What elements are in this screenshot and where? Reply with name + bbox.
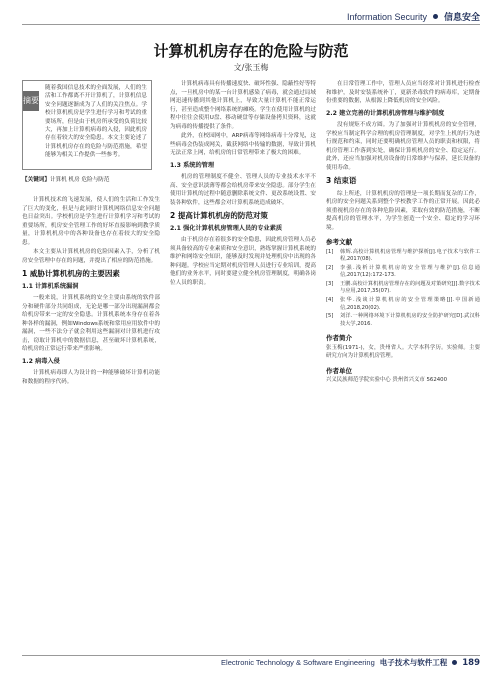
abstract-text: 随着我国信息技术的全面发展，人们的生活和工作都离不开计算机了，计算机信息安全问题逐渐成为了人们的关注焦点。学校计算机机房是学生进行学习和考试的重要场所，但是由于机房所承受的负荷比较大，再加上计算机病毒的入侵，因此机房存在着较大的安全隐患。本文主要论述了计算机机房存在的危险与防范措施，希望能够为相关工作提供一些参考。 <box>45 85 147 159</box>
reference-text: 王鹏.高校计算机机房管理存在的问题及对策研究[J].数字技术与应用,2017,35(07). <box>340 280 480 295</box>
paragraph: 在日常管理工作中，管理人员应当经常对计算机进行检查和维护，及时安装系统补丁，更新杀毒软件的病毒库，定期备份重要的数据，从根源上降低机房的安全风险。 <box>326 81 480 104</box>
bullet-dot-icon <box>433 14 438 19</box>
abstract-tag: 摘要 <box>23 91 39 111</box>
column-3 <box>326 80 480 385</box>
paragraph: 机房的管理制度不健全、管理人员的专业技术水平不高、安全意识淡薄等都会给机房带来安全隐患。部分学生在使用计算机的过程中随意删除系统文件、更改系统设置、安装各种软件，这些都会对计算机系统造成破坏。 <box>170 174 316 206</box>
reference-number: [3] <box>326 280 334 287</box>
abstract-box <box>22 80 152 170</box>
running-footer <box>221 657 480 668</box>
header-en: Information Security <box>346 11 427 22</box>
reference-item <box>326 265 480 280</box>
reference-number: [4] <box>326 297 334 304</box>
author-unit-heading: 作者单位 <box>326 366 352 375</box>
paragraph: 计算机技术的飞速发展，使人们的生活和工作发生了巨大的变化，但是与此同时计算机网络信息安全问题也日益突出。学校机房是学生进行计算机学习和考试的重要场所，机房安全管理工作的好坏直接影响到教学质量，计算机机房中的各种设备也存在着较大的安全隐患。 <box>22 197 160 246</box>
section-heading: 1 威胁计算机机房的主要因素 <box>22 269 120 278</box>
footer-cn: 电子技术与软件工程 <box>379 658 448 667</box>
reference-item <box>326 297 480 312</box>
bullet-dot-icon <box>452 660 457 665</box>
reference-text: 刘洋.一种网络环境下计算机机房的安全防护研究[D].武汉科技大学,2016. <box>340 313 480 327</box>
subsection-heading: 1.1 计算机系统漏洞 <box>22 282 79 290</box>
subsection-heading: 2.2 建立完善的计算机机房管理与维护制度 <box>326 109 445 117</box>
section-heading: 3 结束语 <box>326 176 357 185</box>
paragraph: 此外，在校园网中，ARP病毒等网络病毒十分常见，这些病毒会伪装成网关，截获网络中传输的数据，导致计算机无法正常上网，给机房的日常管理带来了极大的困难。 <box>170 133 316 156</box>
author-unit: 兴义民族师范学院实验中心 贵州省兴义市 562400 <box>326 377 448 384</box>
references-list <box>326 249 480 329</box>
keywords-text: 计算机 机房 危险与防范 <box>49 177 110 183</box>
reference-item <box>326 313 480 328</box>
reference-text: 韩辉.高校计算机机房管理与维护探析[J].电子技术与软件工程,2017(08). <box>340 248 480 263</box>
subsection-heading: 1.2 病毒入侵 <box>22 357 60 365</box>
keywords <box>22 176 156 184</box>
paragraph: 计算机病毒即人为设计的一种能够破坏计算机功能和数据的程序代码。 <box>22 370 160 385</box>
header-rule <box>22 24 480 25</box>
subsection-heading: 2.1 强化计算机机房管理人员的专业素质 <box>170 224 283 232</box>
paragraph: 一般来说，计算机系统的安全主要由系统的软件部分和硬件部分共同组成，无论是哪一部分出现漏洞都会给机房带来一定的安全隐患。计算机系统本身存在着各种各样的漏洞，例如Windows系统和常用应用软件中的漏洞，一些不法分子就会利用这些漏洞对计算机进行攻击，窃取计算机中的数据信息，甚至破坏计算机系统，给机房的正常运行带来严重影响。 <box>22 295 160 352</box>
footer-rule <box>22 655 480 656</box>
article-title: 计算机机房存在的危险与防范 <box>153 42 349 60</box>
reference-number: [2] <box>326 264 334 271</box>
paragraph: 由于机房存在着很多的安全隐患，因此机房管理人员必须具备较高的专业素质和安全意识，熟练掌握计算机系统的维护和网络安全知识，能够及时发现并处理机房中出现的各种问题。学校应当定期对机房管理人员进行专业培训，提高他们的业务水平，同时要建立健全机房管理制度，明确各岗位人员的职责。 <box>170 237 316 286</box>
footer-en: Electronic Technology & Software Engineering <box>221 658 375 667</box>
subsection-heading: 1.3 系统的管理 <box>170 161 215 169</box>
keywords-label: 【关键词】 <box>22 177 50 183</box>
section-heading: 2 提高计算机机房的防范对策 <box>170 211 268 220</box>
paragraph: 没有规矩不成方圆。为了加强对计算机机房的安全管理，学校应当制定科学合理的机房管理制度，对学生上机的行为进行规范和约束，同时还要明确机房管理人员的职责和权限，将机房管理工作落到实处，确保计算机机房的安全、稳定运行。此外，还应当加强对机房设备的日常维护与保养，延长设备的使用寿命。 <box>326 122 480 171</box>
header-cn: 信息安全 <box>443 13 480 23</box>
references-heading: 参考文献 <box>326 238 352 246</box>
reference-text: 李强.浅析计算机机房的安全管理与维护[J].信息通信,2017(12):172-173. <box>340 264 480 279</box>
paragraph: 计算机病毒具有传播速度快、破坏性强、隐蔽性好等特点，一旦机房中的某一台计算机感染了病毒，就会通过局域网迅速传播到其他计算机上，导致大量计算机不能正常运行，甚至造成整个网络系统的瘫痪。学生在使用计算机的过程中往往会使用U盘、移动硬盘等存储设备拷贝资料，这就为病毒的传播提供了条件。 <box>170 81 316 130</box>
author-bio: 张玉梅(1971-)，女，贵州省人。大学本科学历。实验师。主要研究方向为计算机机房管理。 <box>326 344 480 359</box>
column-1 <box>22 196 160 387</box>
paragraph: 综上所述，计算机机房的管理是一项长期而复杂的工作，机房的安全问题关系到整个学校教学工作的正常开展。因此必须重视机房存在的各种危险因素，采取有效的防范措施，不断提高机房的管理水平，为学生创造一个安全、稳定的学习环境。 <box>326 190 480 231</box>
page-number: 189 <box>462 657 480 668</box>
reference-item <box>326 281 480 296</box>
reference-text: 张华.浅谈计算机机房的安全管理策略[J].中国新通信,2018,20(02). <box>340 297 480 311</box>
running-header <box>347 10 480 23</box>
column-2 <box>170 80 316 288</box>
reference-number: [5] <box>326 313 334 320</box>
article-author: 文/张玉梅 <box>233 63 269 72</box>
paragraph: 本文主要从计算机机房的危险因素入手，分析了机房安全管理中存在的问题，并提出了相应的防范措施。 <box>22 249 160 264</box>
reference-item <box>326 249 480 264</box>
reference-number: [1] <box>326 248 334 255</box>
author-bio-heading: 作者简介 <box>326 334 352 343</box>
